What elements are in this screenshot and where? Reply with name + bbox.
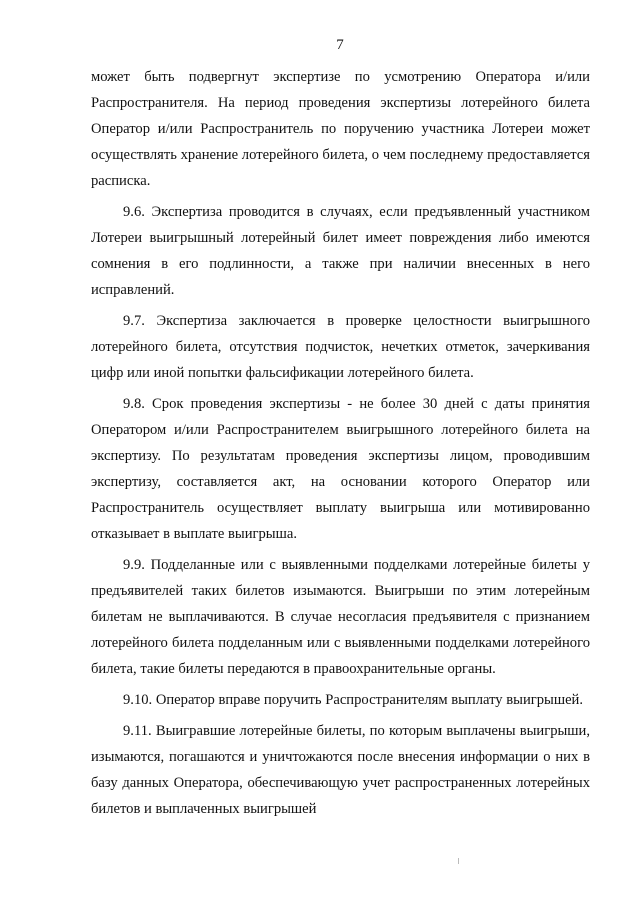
paragraph-9-11: 9.11. Выигравшие лотерейные билеты, по которым выплачены выигрыши, изымаются, погашаются и уничтожаются после внесения информации о них в базу данных Оператора, обеспечивающую учет распространенных лотерейных билетов и выплаченных выигрышей [91,723,590,817]
paragraph-9-8: 9.8. Срок проведения экспертизы - не более 30 дней с даты принятия Оператором и/или Распространителем выигрышного лотерейного билета на экспертизу. По результатам проведения экспертизы лицом, проводившим экспертизу, составляется акт, на основании которого Оператор или Распространитель осуществляет выплату выигрыша или мотивированно отказывает в выплате выигрыша. [91,396,590,542]
paragraph-9-9: 9.9. Подделанные или с выявленными подделками лотерейные билеты у предъявителей таких билетов изымаются. Выигрыши по этим лотерейным билетам не выплачиваются. В случае несогласия предъявителя с признанием лотерейного билета подделанным или с выявленными подделками лотерейного билета, такие билеты передаются в правоохранительные органы. [91,557,590,677]
document-body [91,64,590,827]
scan-mark [458,858,459,864]
paragraph-9-7: 9.7. Экспертиза заключается в проверке целостности выигрышного лотерейного билета, отсутствия подчисток, нечетких отметок, зачеркивания цифр или иной попытки фальсификации лотерейного билета. [91,313,590,381]
paragraph-continuation: может быть подвергнут экспертизе по усмотрению Оператора и/или Распространителя. На период проведения экспертизы лотерейного билета Оператор и/или Распространитель по поручению участника Лотереи может осуществлять хранение лотерейного билета, о чем последнему предоставляется расписка. [91,69,590,189]
paragraph-9-6: 9.6. Экспертиза проводится в случаях, если предъявленный участником Лотереи выигрышный лотерейный билет имеет повреждения либо имеются сомнения в его подлинности, а также при наличии внесенных в него исправлений. [91,204,590,298]
page-number: 7 [336,37,344,53]
paragraph-9-10: 9.10. Оператор вправе поручить Распространителям выплату выигрышей. [123,692,584,708]
